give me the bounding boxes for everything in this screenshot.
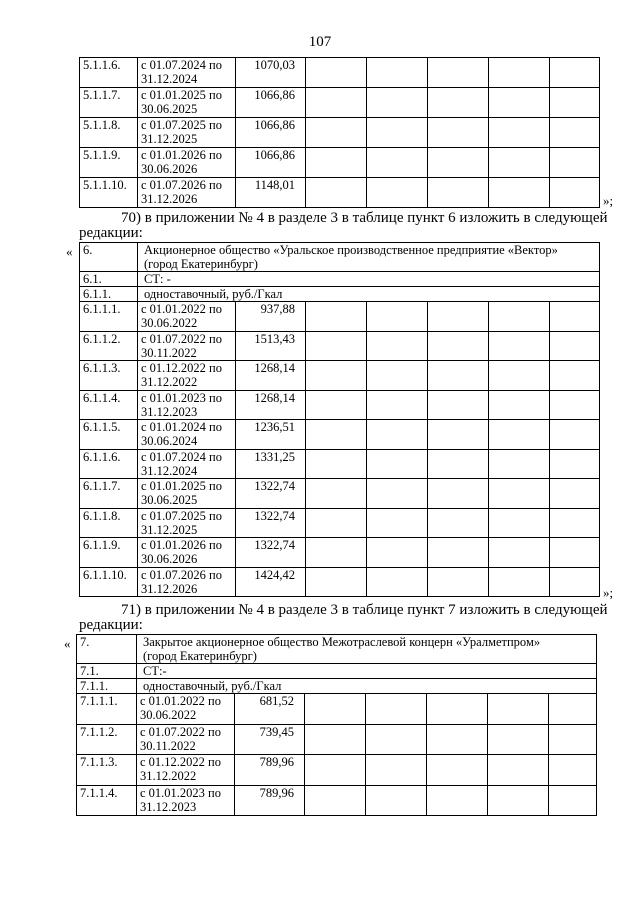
system-type-code-text: 6.1. — [83, 272, 102, 286]
tariff-value — [235, 755, 305, 786]
tariff-value — [236, 567, 306, 597]
table-row — [80, 567, 600, 597]
empty-cell — [306, 178, 367, 208]
tariff-value-text: 1322,74 — [254, 538, 295, 552]
row-code-text: 6.1.1.7. — [83, 479, 121, 493]
tariff-value — [236, 331, 306, 361]
row-code-text: 6.1.1.5. — [83, 420, 121, 434]
row-code — [80, 118, 138, 148]
system-type-cell — [138, 272, 600, 287]
empty-cell — [427, 785, 488, 816]
period-cell — [138, 538, 236, 568]
tariff-value — [236, 420, 306, 450]
period-to: 30.06.2024 — [141, 434, 198, 448]
period-cell — [138, 449, 236, 479]
period-to: 31.12.2025 — [141, 132, 198, 146]
empty-cell — [550, 58, 600, 88]
empty-cell — [550, 420, 600, 450]
row-code — [80, 178, 138, 208]
empty-cell — [428, 118, 489, 148]
org-code-text: 7. — [80, 635, 90, 649]
org-city: (город Екатеринбург) — [143, 649, 257, 663]
tariff-value-text: 1066,86 — [254, 148, 295, 162]
row-code — [80, 302, 138, 332]
empty-cell — [305, 755, 366, 786]
period-to: 31.12.2025 — [141, 522, 198, 537]
row-code-text: 7.1.1.3. — [80, 755, 118, 769]
period-from: с 01.01.2023 по — [141, 390, 222, 405]
paragraph-70-line2: редакции: — [79, 225, 143, 241]
period-from: с 01.12.2022 по — [141, 361, 222, 375]
row-code — [80, 331, 138, 361]
empty-cell — [305, 694, 366, 725]
empty-cell — [550, 178, 600, 208]
table-row — [80, 88, 600, 118]
tariff-value — [236, 58, 306, 88]
empty-cell — [367, 420, 428, 450]
tariff-value — [235, 785, 305, 816]
tariff-value-text: 1070,03 — [254, 58, 295, 72]
empty-cell — [489, 538, 550, 568]
empty-cell — [488, 785, 549, 816]
period-from: с 01.01.2022 по — [140, 694, 221, 708]
period-from: с 01.01.2023 по — [140, 785, 221, 800]
row-code — [80, 538, 138, 568]
empty-cell — [549, 724, 597, 755]
empty-cell — [428, 178, 489, 208]
table-row — [80, 331, 600, 361]
empty-cell — [489, 118, 550, 148]
table-row — [77, 785, 597, 816]
row-code-text: 7.1.1.4. — [80, 785, 118, 800]
empty-cell — [550, 449, 600, 479]
tariff-type-code-text: 7.1.1. — [80, 679, 109, 693]
empty-cell — [489, 390, 550, 420]
period-from: с 01.01.2025 по — [141, 479, 222, 493]
org-city: (город Екатеринбург) — [144, 257, 258, 271]
table-row — [80, 390, 600, 420]
empty-cell — [305, 724, 366, 755]
empty-cell — [489, 479, 550, 509]
tariff-value-text: 937,88 — [260, 302, 295, 316]
table-row — [77, 724, 597, 755]
empty-cell — [489, 88, 550, 118]
empty-cell — [306, 148, 367, 178]
tariff-table-7 — [76, 634, 597, 816]
row-code — [77, 755, 137, 786]
period-to: 30.06.2026 — [141, 552, 198, 566]
system-type-code — [77, 664, 137, 679]
tariff-value — [235, 724, 305, 755]
empty-cell — [428, 58, 489, 88]
system-type-code-text: 7.1. — [80, 664, 99, 678]
tariff-table-6 — [79, 242, 600, 597]
tariff-type-row — [80, 287, 600, 302]
empty-cell — [367, 88, 428, 118]
period-to: 30.06.2025 — [141, 102, 198, 116]
empty-cell — [489, 449, 550, 479]
empty-cell — [550, 118, 600, 148]
period-to: 31.12.2024 — [141, 463, 198, 478]
empty-cell — [550, 508, 600, 538]
opening-quote: « — [66, 244, 73, 259]
row-code — [80, 88, 138, 118]
empty-cell — [367, 58, 428, 88]
tariff-value — [236, 88, 306, 118]
period-cell — [138, 178, 236, 208]
empty-cell — [488, 694, 549, 725]
system-type-code — [80, 272, 138, 287]
empty-cell — [428, 449, 489, 479]
period-from: с 01.01.2026 по — [141, 538, 222, 552]
period-cell — [137, 724, 235, 755]
period-cell — [137, 785, 235, 816]
empty-cell — [306, 420, 367, 450]
empty-cell — [488, 724, 549, 755]
row-code — [80, 420, 138, 450]
period-from: с 01.07.2024 по — [141, 58, 222, 72]
table-row — [77, 755, 597, 786]
period-from: с 01.07.2022 по — [141, 331, 222, 346]
tariff-value-text: 1148,01 — [254, 178, 295, 192]
row-code — [80, 58, 138, 88]
empty-cell — [549, 785, 597, 816]
row-code-text: 6.1.1.6. — [83, 449, 121, 464]
tariff-value — [236, 390, 306, 420]
period-from: с 01.07.2025 по — [141, 118, 222, 132]
paragraph-71-line2: редакции: — [79, 617, 143, 633]
tariff-value-text: 1236,51 — [254, 420, 295, 434]
empty-cell — [550, 331, 600, 361]
period-to: 31.12.2022 — [140, 769, 197, 783]
tariff-value-text: 1268,14 — [254, 361, 295, 375]
empty-cell — [367, 479, 428, 509]
row-code — [80, 449, 138, 479]
empty-cell — [367, 449, 428, 479]
table-row — [80, 178, 600, 208]
period-from: с 01.07.2022 по — [140, 724, 221, 739]
empty-cell — [367, 331, 428, 361]
tariff-value-text: 1268,14 — [254, 390, 295, 405]
row-code-text: 6.1.1.9. — [83, 538, 121, 552]
empty-cell — [550, 361, 600, 391]
empty-cell — [428, 538, 489, 568]
table-row — [77, 694, 597, 725]
empty-cell — [428, 420, 489, 450]
row-code-text: 5.1.1.6. — [83, 58, 121, 72]
empty-cell — [306, 567, 367, 597]
tariff-type-code — [77, 679, 137, 694]
table-row — [80, 118, 600, 148]
empty-cell — [306, 88, 367, 118]
org-name-cell — [137, 635, 597, 664]
empty-cell — [550, 479, 600, 509]
period-cell — [138, 361, 236, 391]
empty-cell — [428, 302, 489, 332]
tariff-value — [236, 302, 306, 332]
empty-cell — [427, 755, 488, 786]
tariff-value — [236, 508, 306, 538]
tariff-value-text: 681,52 — [259, 694, 294, 708]
empty-cell — [489, 58, 550, 88]
tariff-value-text: 789,96 — [259, 785, 294, 800]
period-to: 31.12.2026 — [141, 581, 198, 596]
empty-cell — [367, 390, 428, 420]
table-row — [80, 479, 600, 509]
empty-cell — [550, 148, 600, 178]
empty-cell — [367, 538, 428, 568]
empty-cell — [367, 148, 428, 178]
period-to: 30.06.2025 — [141, 493, 198, 507]
empty-cell — [306, 118, 367, 148]
period-from: с 01.07.2024 по — [141, 449, 222, 464]
period-from: с 01.01.2022 по — [141, 302, 222, 316]
empty-cell — [367, 508, 428, 538]
row-code-text: 6.1.1.2. — [83, 331, 121, 346]
row-code — [77, 724, 137, 755]
row-code — [77, 694, 137, 725]
org-name: Закрытое акционерное общество Межотраслевой концерн «Уралметпром» — [143, 635, 541, 649]
empty-cell — [549, 755, 597, 786]
empty-cell — [489, 361, 550, 391]
row-code-text: 6.1.1.4. — [83, 390, 121, 405]
empty-cell — [306, 58, 367, 88]
row-code — [77, 785, 137, 816]
empty-cell — [489, 508, 550, 538]
tariff-type-row — [77, 679, 597, 694]
empty-cell — [489, 302, 550, 332]
period-from: с 01.01.2024 по — [141, 420, 222, 434]
empty-cell — [428, 390, 489, 420]
period-cell — [138, 390, 236, 420]
tariff-value — [235, 694, 305, 725]
tariff-value-text: 789,96 — [259, 755, 294, 769]
row-code-text: 6.1.1.8. — [83, 508, 121, 523]
empty-cell — [366, 724, 427, 755]
row-code-text: 7.1.1.1. — [80, 694, 118, 708]
tariff-value-text: 1424,42 — [254, 567, 295, 582]
table-row — [80, 420, 600, 450]
org-row — [80, 243, 600, 272]
empty-cell — [427, 694, 488, 725]
empty-cell — [428, 479, 489, 509]
period-to: 31.12.2024 — [141, 72, 198, 86]
empty-cell — [489, 420, 550, 450]
row-code-text: 5.1.1.8. — [83, 118, 121, 132]
row-code-text: 5.1.1.10. — [83, 178, 127, 192]
empty-cell — [306, 390, 367, 420]
period-cell — [138, 420, 236, 450]
opening-quote: « — [64, 636, 71, 651]
empty-cell — [550, 302, 600, 332]
empty-cell — [489, 178, 550, 208]
row-code-text: 5.1.1.9. — [83, 148, 121, 162]
tariff-type-cell — [137, 679, 597, 694]
period-cell — [138, 148, 236, 178]
table-row — [80, 449, 600, 479]
empty-cell — [306, 331, 367, 361]
tariff-value — [236, 148, 306, 178]
empty-cell — [550, 390, 600, 420]
tariff-value-text: 1322,74 — [254, 479, 295, 493]
period-from: с 01.01.2025 по — [141, 88, 222, 102]
empty-cell — [367, 361, 428, 391]
empty-cell — [306, 479, 367, 509]
org-code-text: 6. — [83, 243, 93, 257]
system-type-cell — [137, 664, 597, 679]
row-code — [80, 479, 138, 509]
tariff-value — [236, 479, 306, 509]
period-cell — [138, 331, 236, 361]
empty-cell — [367, 567, 428, 597]
tariff-table-5 — [79, 57, 600, 208]
empty-cell — [428, 508, 489, 538]
empty-cell — [550, 538, 600, 568]
table-row — [80, 508, 600, 538]
period-to: 31.12.2026 — [141, 192, 198, 206]
paragraph-71-line1: 71) в приложении № 4 в разделе 3 в таблице пункт 7 изложить в следующей — [121, 602, 608, 618]
period-to: 30.06.2022 — [140, 708, 197, 722]
period-to: 30.11.2022 — [140, 738, 196, 753]
system-type-row — [77, 664, 597, 679]
system-type-text: СТ:- — [143, 664, 167, 678]
page-number: 107 — [308, 34, 332, 50]
period-cell — [138, 302, 236, 332]
empty-cell — [366, 694, 427, 725]
tariff-value-text: 1513,43 — [254, 331, 295, 346]
empty-cell — [550, 567, 600, 597]
org-name-cell — [138, 243, 600, 272]
row-code — [80, 390, 138, 420]
period-cell — [138, 508, 236, 538]
tariff-value — [236, 178, 306, 208]
table-row — [80, 538, 600, 568]
table-row — [80, 361, 600, 391]
closing-quote: »; — [603, 193, 614, 208]
period-cell — [138, 88, 236, 118]
row-code-text: 6.1.1.1. — [83, 302, 121, 316]
period-to: 31.12.2022 — [141, 375, 198, 389]
period-cell — [138, 118, 236, 148]
row-code-text: 5.1.1.7. — [83, 88, 121, 102]
table-row — [80, 58, 600, 88]
period-from: с 01.12.2022 по — [140, 755, 221, 769]
empty-cell — [367, 302, 428, 332]
org-code — [77, 635, 137, 664]
empty-cell — [489, 567, 550, 597]
period-to: 30.11.2022 — [141, 345, 197, 360]
closing-quote: »; — [603, 585, 614, 600]
tariff-value-text: 1066,86 — [254, 88, 295, 102]
tariff-type-code — [80, 287, 138, 302]
row-code — [80, 567, 138, 597]
empty-cell — [305, 785, 366, 816]
empty-cell — [549, 694, 597, 725]
empty-cell — [428, 361, 489, 391]
period-to: 31.12.2023 — [140, 799, 197, 814]
period-to: 31.12.2023 — [141, 404, 198, 419]
period-cell — [137, 755, 235, 786]
row-code — [80, 361, 138, 391]
empty-cell — [367, 118, 428, 148]
row-code — [80, 148, 138, 178]
empty-cell — [428, 331, 489, 361]
row-code-text: 6.1.1.3. — [83, 361, 121, 375]
tariff-type-cell — [138, 287, 600, 302]
period-from: с 01.07.2026 по — [141, 178, 222, 192]
system-type-row — [80, 272, 600, 287]
empty-cell — [428, 88, 489, 118]
row-code-text: 7.1.1.2. — [80, 724, 118, 739]
period-from: с 01.07.2025 по — [141, 508, 222, 523]
empty-cell — [306, 302, 367, 332]
tariff-value-text: 1322,74 — [254, 508, 295, 523]
period-cell — [138, 567, 236, 597]
empty-cell — [550, 88, 600, 118]
empty-cell — [366, 755, 427, 786]
period-cell — [138, 58, 236, 88]
table-row — [80, 148, 600, 178]
org-row — [77, 635, 597, 664]
empty-cell — [428, 148, 489, 178]
empty-cell — [489, 331, 550, 361]
row-code — [80, 508, 138, 538]
empty-cell — [488, 755, 549, 786]
empty-cell — [366, 785, 427, 816]
tariff-value-text: 1331,25 — [254, 449, 295, 464]
period-to: 30.06.2026 — [141, 162, 198, 176]
empty-cell — [306, 508, 367, 538]
tariff-type-text: одноставочный, руб./Гкал — [144, 287, 283, 301]
system-type-text: СТ: - — [144, 272, 171, 286]
empty-cell — [306, 538, 367, 568]
tariff-type-text: одноставочный, руб./Гкал — [143, 679, 282, 693]
paragraph-70-line1: 70) в приложении № 4 в разделе 3 в таблице пункт 6 изложить в следующей — [121, 210, 608, 226]
empty-cell — [306, 449, 367, 479]
tariff-value — [236, 361, 306, 391]
period-to: 30.06.2022 — [141, 316, 198, 330]
org-name: Акционерное общество «Уральское производственное предприятие «Вектор» — [144, 243, 558, 257]
period-from: с 01.07.2026 по — [141, 567, 222, 582]
empty-cell — [428, 567, 489, 597]
empty-cell — [489, 148, 550, 178]
tariff-value-text: 739,45 — [259, 724, 294, 739]
table-row — [80, 302, 600, 332]
row-code-text: 6.1.1.10. — [83, 567, 127, 582]
org-code — [80, 243, 138, 272]
empty-cell — [427, 724, 488, 755]
tariff-value — [236, 538, 306, 568]
period-cell — [137, 694, 235, 725]
tariff-type-code-text: 6.1.1. — [83, 287, 112, 301]
empty-cell — [306, 361, 367, 391]
empty-cell — [367, 178, 428, 208]
period-from: с 01.01.2026 по — [141, 148, 222, 162]
period-cell — [138, 479, 236, 509]
tariff-value-text: 1066,86 — [254, 118, 295, 132]
tariff-value — [236, 118, 306, 148]
tariff-value — [236, 449, 306, 479]
